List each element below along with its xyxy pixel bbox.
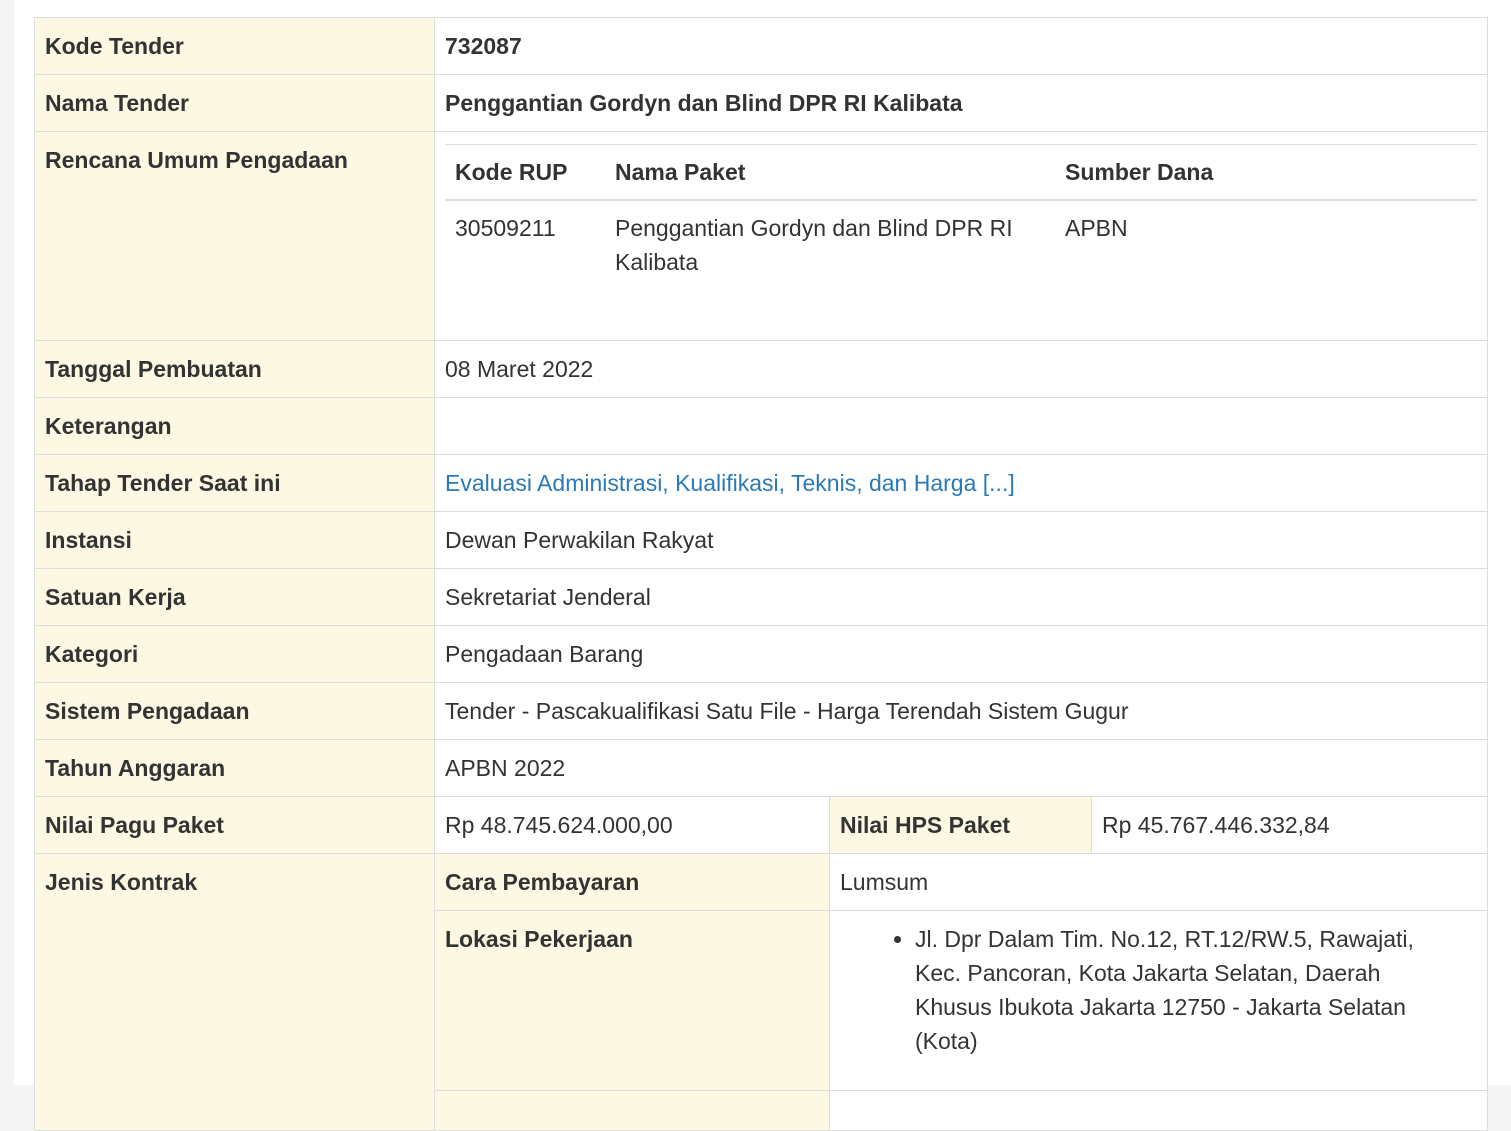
tahap-tender-cell — [435, 455, 1488, 512]
satuan-kerja-value: Sekretariat Jenderal — [435, 569, 1488, 626]
sistem-pengadaan-value: Tender - Pascakualifikasi Satu File - Harga Terendah Sistem Gugur — [435, 683, 1488, 740]
rup-header-sumber: Sumber Dana — [1055, 145, 1477, 201]
jenis-kontrak-label: Jenis Kontrak — [35, 854, 435, 1131]
row-kategori — [35, 626, 1488, 683]
rup-kode: 30509211 — [455, 215, 556, 241]
tahap-tender-link[interactable]: Evaluasi Administrasi, Kualifikasi, Teknis, dan Harga [...] — [445, 470, 1015, 496]
row-tahap-tender — [35, 455, 1488, 512]
nilai-pagu-label: Nilai Pagu Paket — [35, 797, 435, 854]
tahun-anggaran-value: APBN 2022 — [435, 740, 1488, 797]
sistem-pengadaan-label: Sistem Pengadaan — [35, 683, 435, 740]
lokasi-pekerjaan-cell — [830, 911, 1488, 1091]
keterangan-label: Keterangan — [35, 398, 435, 455]
tender-detail-table — [34, 17, 1488, 1131]
rup-header-row — [445, 145, 1477, 201]
row-kode-tender — [35, 18, 1488, 75]
kode-tender-label: Kode Tender — [35, 18, 435, 75]
tahap-tender-label: Tahap Tender Saat ini — [35, 455, 435, 512]
cara-pembayaran-value: Lumsum — [830, 854, 1488, 911]
lokasi-list — [840, 922, 1477, 1058]
nilai-hps-value: Rp 45.767.446.332,84 — [1092, 797, 1488, 854]
rup-cell — [435, 132, 1488, 341]
lokasi-list-item: • Jl. Dpr Dalam Tim. No.12, RT.12/RW.5, Rawajati, Kec. Pancoran, Kota Jakarta Selatan, Daerah Khusus Ibukota Jakarta 12750 - Jakarta Selatan (Kota) — [915, 922, 1477, 1058]
kategori-value: Pengadaan Barang — [435, 626, 1488, 683]
keterangan-value — [435, 398, 1488, 455]
row-nilai-paket — [35, 797, 1488, 854]
instansi-label: Instansi — [35, 512, 435, 569]
rup-sumber: APBN — [1065, 215, 1128, 241]
continuation-label — [435, 1091, 830, 1131]
rup-table — [445, 144, 1477, 289]
row-tanggal-pembuatan — [35, 341, 1488, 398]
instansi-value: Dewan Perwakilan Rakyat — [435, 512, 1488, 569]
row-rup — [35, 132, 1488, 341]
satuan-kerja-label: Satuan Kerja — [35, 569, 435, 626]
lokasi-pekerjaan-label: Lokasi Pekerjaan — [435, 911, 830, 1091]
kode-tender-value: 732087 — [435, 18, 1488, 75]
nilai-pagu-value: Rp 48.745.624.000,00 — [435, 797, 830, 854]
tanggal-pembuatan-label: Tanggal Pembuatan — [35, 341, 435, 398]
row-instansi — [35, 512, 1488, 569]
tanggal-pembuatan-value: 08 Maret 2022 — [435, 341, 1488, 398]
rup-label: Rencana Umum Pengadaan — [35, 132, 435, 341]
cara-pembayaran-label: Cara Pembayaran — [435, 854, 830, 911]
row-nama-tender — [35, 75, 1488, 132]
nama-tender-value: Penggantian Gordyn dan Blind DPR RI Kalibata — [435, 75, 1488, 132]
rup-header-kode: Kode RUP — [445, 145, 605, 201]
row-keterangan — [35, 398, 1488, 455]
row-sistem-pengadaan — [35, 683, 1488, 740]
rup-row — [445, 200, 1477, 289]
row-satuan-kerja — [35, 569, 1488, 626]
page — [14, 0, 1511, 1085]
row-tahun-anggaran — [35, 740, 1488, 797]
nilai-hps-label: Nilai HPS Paket — [830, 797, 1092, 854]
nama-tender-label: Nama Tender — [35, 75, 435, 132]
tahun-anggaran-label: Tahun Anggaran — [35, 740, 435, 797]
kategori-label: Kategori — [35, 626, 435, 683]
rup-header-nama: Nama Paket — [605, 145, 1055, 201]
continuation-value — [830, 1091, 1488, 1131]
rup-nama: Penggantian Gordyn dan Blind DPR RI Kalibata — [615, 215, 1013, 275]
row-cara-pembayaran — [35, 854, 1488, 911]
